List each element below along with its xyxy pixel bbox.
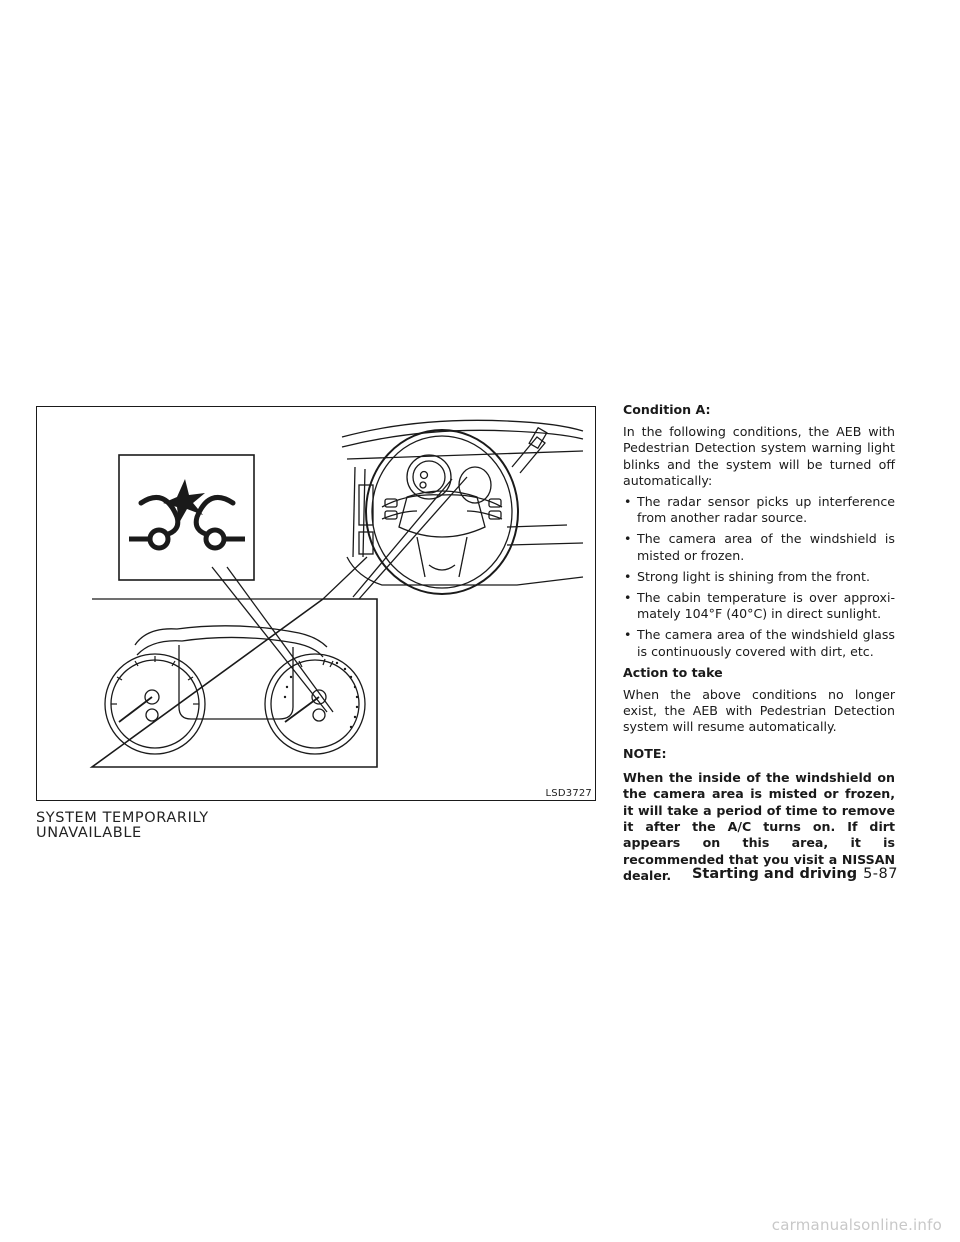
figure-code: LSD3727 — [545, 788, 592, 799]
condition-heading: Condition A: — [623, 402, 711, 417]
caption-line-2: UNAVAILABLE — [36, 825, 142, 841]
list-item: • The radar sensor picks up interference from another radar source. — [624, 494, 895, 526]
condition-list — [623, 494, 895, 660]
action-heading: Action to take — [623, 664, 723, 680]
dashboard-illustration — [37, 407, 596, 801]
caption-line-1: SYSTEM TEMPORARILY — [36, 810, 209, 826]
bullet-icon: • — [624, 568, 632, 584]
watermark: carmanualsonline.info — [771, 1216, 942, 1234]
list-item: • Strong light is shining from the front. — [624, 568, 870, 584]
action-text: When the above conditions no longer exist, the AEB with Pedestrian Detection system will resume automatically. — [623, 687, 895, 735]
aeb-pedestrian-warning-icon — [129, 479, 245, 548]
note-text: When the inside of the windshield on the camera area is misted or frozen, it will take a period of time to remove it after the A/C turns on. If dirt appears on this area, it is recommended that you visit a NISSAN dealer. — [623, 769, 895, 884]
bullet-icon: • — [624, 627, 632, 643]
note-heading: NOTE: — [623, 745, 667, 761]
body-text-column — [623, 402, 895, 890]
bullet-icon: • — [624, 531, 632, 547]
bullet-icon: • — [624, 494, 632, 510]
bullet-icon: • — [624, 590, 632, 606]
list-item: • The cabin temperature is over approxi- mately 104°F (40°C) in direct sunlight. — [624, 590, 895, 622]
list-item: • The camera area of the windshield is misted or frozen. — [624, 531, 895, 563]
chapter-title: Starting and driving — [691, 866, 858, 882]
page-number: 5-87 — [863, 866, 898, 882]
illustration-figure — [36, 406, 596, 801]
list-item: • The camera area of the windshield glass is continuously covered with dirt, etc. — [624, 627, 895, 659]
figure-caption — [36, 811, 296, 841]
page-footer — [692, 866, 898, 882]
condition-intro: In the following conditions, the AEB with Pedestrian Detection system warning light blinks and the system will be turned off automatically: — [623, 424, 895, 488]
